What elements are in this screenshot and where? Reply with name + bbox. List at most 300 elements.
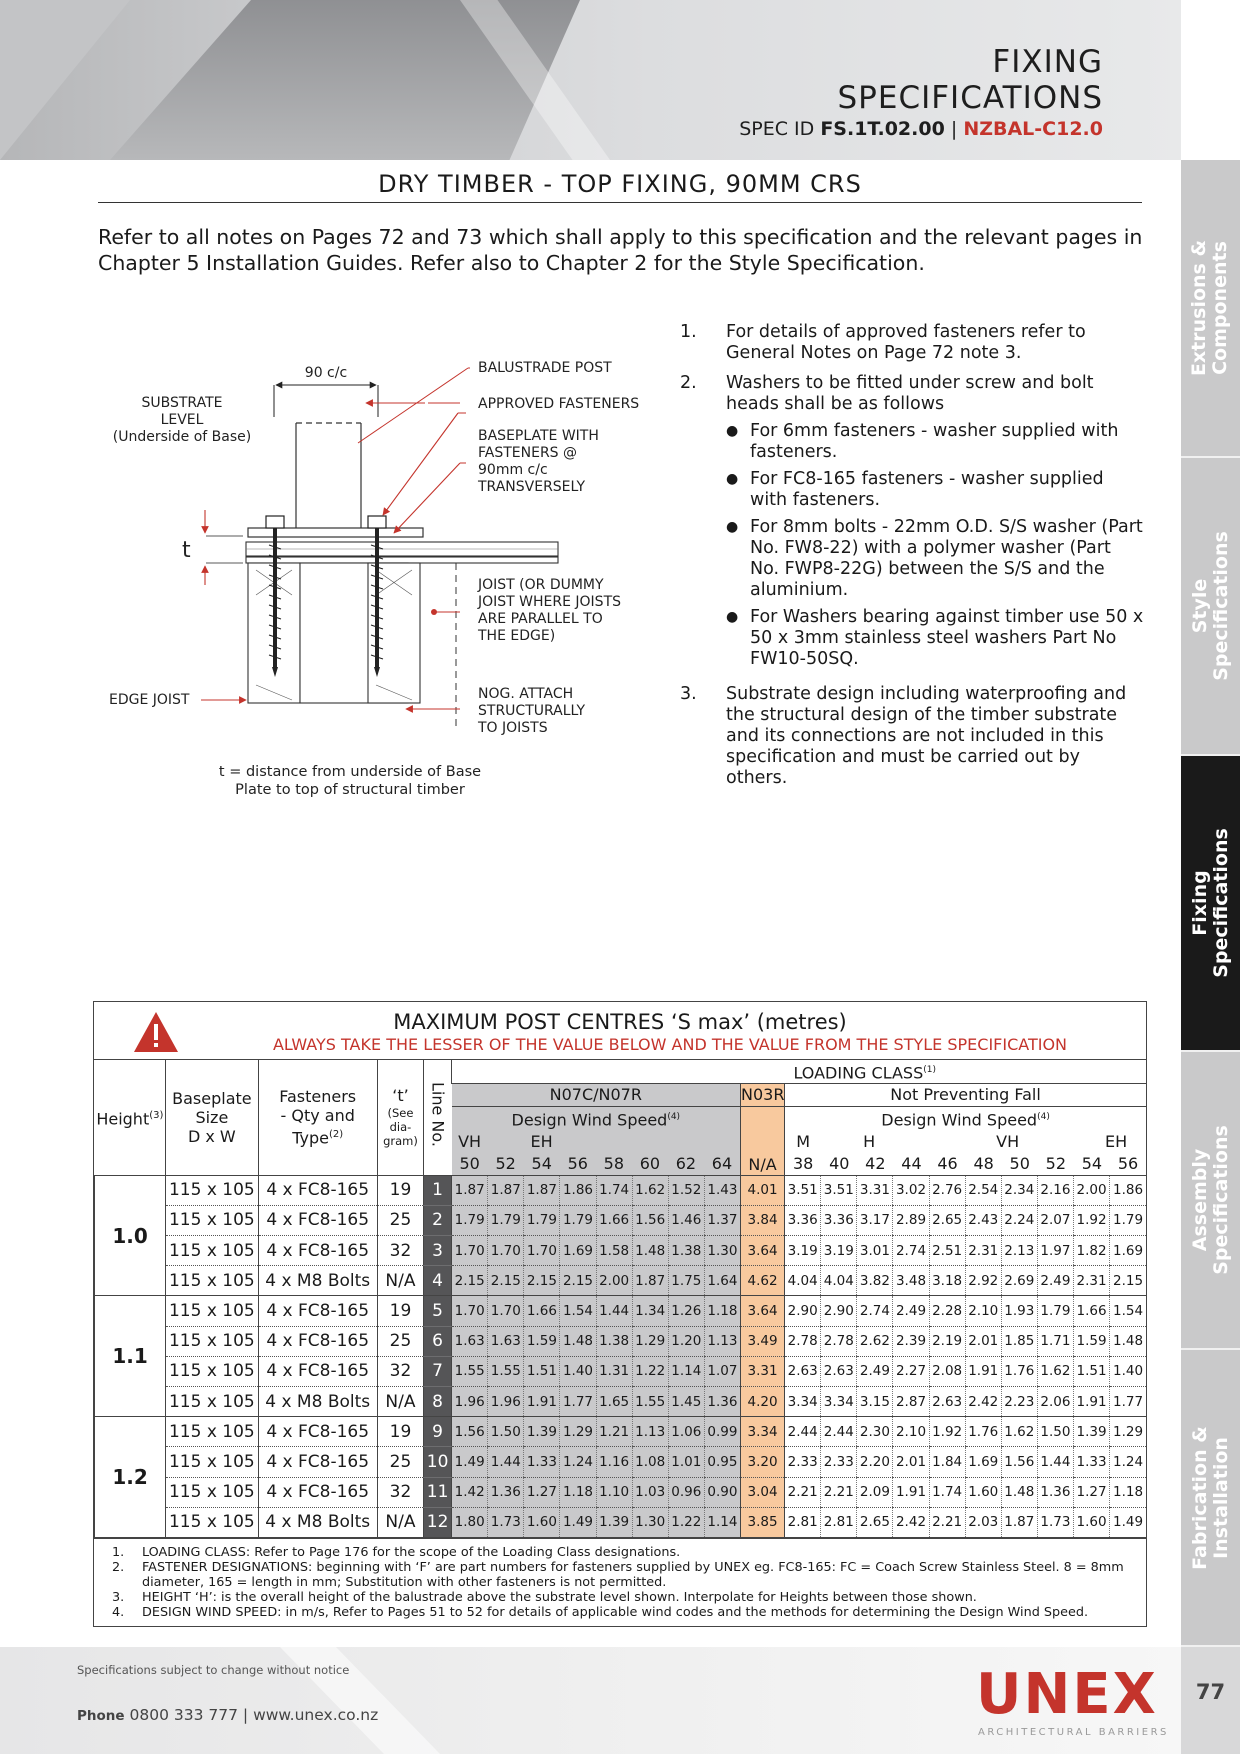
value-cell: 3.18: [929, 1266, 965, 1296]
line-number-cell: 5: [424, 1296, 452, 1326]
value-cell: 2.33: [821, 1447, 857, 1477]
baseplate-cell: 115 x 105: [166, 1326, 258, 1356]
label-substrate: SUBSTRATE: [141, 395, 223, 411]
value-cell: 2.13: [1001, 1236, 1037, 1266]
baseplate-cell: 115 x 105: [166, 1507, 258, 1537]
value-cell: 0.96: [668, 1477, 704, 1507]
label-balustrade-post: BALUSTRADE POST: [478, 360, 612, 376]
speed-value: 54: [1081, 1153, 1103, 1173]
zone-label: VH: [458, 1131, 482, 1151]
zone-label: VH: [996, 1131, 1020, 1151]
section-title: DRY TIMBER - TOP FIXING, 90MM CRS: [98, 170, 1142, 203]
col-t-sub: gram): [383, 1134, 418, 1149]
value-cell: 3.48: [893, 1266, 929, 1296]
speed-value: 46: [937, 1153, 958, 1173]
footer: [0, 1647, 1181, 1754]
phone-number[interactable]: 0800 333 777: [129, 1706, 238, 1724]
value-cell: 1.92: [1074, 1205, 1110, 1235]
value-cell: 1.70: [452, 1296, 488, 1326]
value-cell: 1.87: [632, 1266, 668, 1296]
line-number-cell: 10: [424, 1447, 452, 1477]
note-number: 1.: [680, 322, 697, 342]
bullet-icon: ●: [726, 609, 739, 625]
value-cell: 1.36: [1037, 1477, 1073, 1507]
value-cell: 1.40: [560, 1356, 596, 1386]
tab-label: Style Specifications: [1188, 531, 1232, 681]
value-cell: 1.69: [1110, 1236, 1146, 1266]
value-cell: 1.24: [560, 1447, 596, 1477]
value-cell: 3.04: [740, 1477, 784, 1507]
t-cell: 19: [377, 1296, 423, 1326]
value-cell: 1.92: [929, 1417, 965, 1447]
bullet-text: For 8mm bolts - 22mm O.D. S/S washer (Part No. FW8-22) with a polymer washer (Part No. FWP8-22G) between the S/S and the aluminium.: [750, 517, 1143, 600]
speed-value: 38: [792, 1153, 814, 1173]
spec-code: NZBAL-C12.0: [963, 118, 1103, 140]
height-cell: 1.0: [95, 1175, 166, 1296]
footnote-text: DESIGN WIND SPEED: in m/s, Refer to Pages 51 to 52 for details of applicable wind codes and the methods for determining the Design Wind Speed.: [142, 1604, 1089, 1620]
value-cell: 2.49: [857, 1356, 893, 1386]
fixing-diagram: [98, 355, 658, 805]
line-number-cell: 6: [424, 1326, 452, 1356]
loading-class-label: LOADING CLASS: [793, 1063, 924, 1083]
value-cell: 1.33: [524, 1447, 560, 1477]
value-cell: 2.42: [893, 1507, 929, 1537]
value-cell: 1.69: [560, 1236, 596, 1266]
value-cell: 1.75: [668, 1266, 704, 1296]
footnote-number: 3.: [112, 1589, 125, 1605]
value-cell: 1.77: [1110, 1386, 1146, 1416]
logo-subtitle: ARCHITECTURAL BARRIERS: [978, 1727, 1169, 1738]
value-cell: 1.63: [488, 1326, 524, 1356]
value-cell: 2.65: [857, 1507, 893, 1537]
value-cell: 1.38: [596, 1326, 632, 1356]
table-head-rows: [95, 1060, 1147, 1175]
value-cell: 4.04: [821, 1266, 857, 1296]
value-cell: 2.16: [1037, 1175, 1073, 1205]
table-row: [95, 1205, 1147, 1235]
col-height-label: Height: [96, 1108, 150, 1128]
col-baseplate-label: D x W: [187, 1126, 236, 1146]
label-nog: TO JOISTS: [478, 720, 548, 736]
speed-value: 64: [711, 1153, 733, 1173]
value-cell: 1.49: [452, 1447, 488, 1477]
line-number-cell: 7: [424, 1356, 452, 1386]
value-cell: 2.76: [929, 1175, 965, 1205]
dws-label: Design Wind Speed: [881, 1110, 1038, 1130]
value-cell: 1.13: [704, 1326, 740, 1356]
tab-style-specifications[interactable]: [1181, 458, 1240, 756]
value-cell: 1.63: [452, 1326, 488, 1356]
speeds-a-header: [452, 1131, 741, 1176]
value-cell: 3.19: [785, 1236, 821, 1266]
page-title: [837, 44, 1103, 116]
table-row: [95, 1266, 1147, 1296]
bullet-icon: ●: [726, 423, 739, 439]
line-number-cell: 11: [424, 1477, 452, 1507]
table-header: [94, 1002, 1146, 1060]
table-title: MAXIMUM POST CENTRES ‘S max’ (metres): [393, 1010, 847, 1034]
value-cell: 2.15: [560, 1266, 596, 1296]
value-cell: 1.22: [632, 1356, 668, 1386]
value-cell: 2.69: [1001, 1266, 1037, 1296]
note-number: 3.: [680, 684, 697, 704]
value-cell: 3.01: [857, 1236, 893, 1266]
t-cell: 32: [377, 1477, 423, 1507]
value-cell: 1.58: [596, 1236, 632, 1266]
col-t-sub: dia-: [389, 1120, 412, 1135]
baseplate-cell: 115 x 105: [166, 1477, 258, 1507]
website-link[interactable]: www.unex.co.nz: [253, 1706, 379, 1724]
value-cell: 1.55: [632, 1386, 668, 1416]
value-cell: 2.23: [1001, 1386, 1037, 1416]
value-cell: 2.03: [965, 1507, 1001, 1537]
baseplate-cell: 115 x 105: [166, 1266, 258, 1296]
value-cell: 1.39: [596, 1507, 632, 1537]
label-baseplate: 90mm c/c: [478, 462, 548, 478]
value-cell: 1.46: [668, 1205, 704, 1235]
t-cell: 32: [377, 1356, 423, 1386]
col-height-header: [95, 1060, 166, 1175]
note-bullet: [726, 607, 1144, 670]
value-cell: 1.29: [632, 1326, 668, 1356]
tab-label: Extrusions & Components: [1188, 239, 1232, 377]
fasteners-cell: 4 x M8 Bolts: [258, 1386, 377, 1416]
speed-value: 54: [531, 1153, 552, 1173]
value-cell: 1.34: [632, 1296, 668, 1326]
spec-table: [94, 1060, 1146, 1538]
value-cell: 2.15: [488, 1266, 524, 1296]
value-cell: 4.01: [740, 1175, 784, 1205]
line-number-cell: 12: [424, 1507, 452, 1537]
value-cell: 3.34: [785, 1386, 821, 1416]
fasteners-cell: 4 x FC8-165: [258, 1356, 377, 1386]
value-cell: 1.06: [668, 1417, 704, 1447]
tab-extrusions-components[interactable]: [1181, 160, 1240, 458]
table-row: [95, 1236, 1147, 1266]
speed-value: 60: [639, 1153, 661, 1173]
contact-separator: |: [242, 1706, 249, 1724]
value-cell: 1.48: [560, 1326, 596, 1356]
dws-sup: (4): [667, 1112, 681, 1123]
value-cell: 1.18: [560, 1477, 596, 1507]
value-cell: 2.07: [1037, 1205, 1073, 1235]
table-row: [95, 1447, 1147, 1477]
value-cell: 1.79: [1110, 1205, 1146, 1235]
value-cell: 1.56: [1001, 1447, 1037, 1477]
label-approved-fasteners: APPROVED FASTENERS: [478, 396, 640, 412]
value-cell: 1.59: [1074, 1326, 1110, 1356]
fasteners-cell: 4 x FC8-165: [258, 1477, 377, 1507]
value-cell: 1.87: [488, 1175, 524, 1205]
table-row: [95, 1477, 1147, 1507]
table-row: [95, 1296, 1147, 1326]
baseplate-cell: 115 x 105: [166, 1205, 258, 1235]
value-cell: 1.77: [560, 1386, 596, 1416]
value-cell: 2.89: [893, 1205, 929, 1235]
leader-line: [358, 368, 468, 443]
col-t-label: ‘t’: [392, 1086, 409, 1106]
value-cell: 2.21: [929, 1507, 965, 1537]
value-cell: 1.38: [668, 1236, 704, 1266]
bullet-icon: ●: [726, 519, 739, 535]
value-cell: 3.49: [740, 1326, 784, 1356]
col-baseplate-label: Baseplate: [172, 1088, 252, 1108]
dws-sup: (4): [1037, 1112, 1050, 1123]
leader-arrow: [383, 413, 458, 515]
label-joist: JOIST (OR DUMMY: [478, 577, 604, 593]
dws-header-a: [452, 1107, 741, 1131]
value-cell: 2.51: [929, 1236, 965, 1266]
note-item: [680, 684, 1144, 789]
value-cell: 3.34: [821, 1386, 857, 1416]
value-cell: 1.37: [704, 1205, 740, 1235]
value-cell: 1.65: [596, 1386, 632, 1416]
value-cell: 1.97: [1037, 1236, 1073, 1266]
spec-id-value: FS.1T.02.00: [820, 118, 945, 140]
value-cell: 1.51: [524, 1356, 560, 1386]
value-cell: 1.79: [488, 1205, 524, 1235]
value-cell: 1.76: [965, 1417, 1001, 1447]
line-number-cell: 4: [424, 1266, 452, 1296]
table-row: [95, 1417, 1147, 1447]
value-cell: 1.36: [704, 1386, 740, 1416]
value-cell: 1.26: [668, 1296, 704, 1326]
value-cell: 1.55: [452, 1356, 488, 1386]
page-number: 77: [1195, 1680, 1226, 1704]
value-cell: 1.64: [704, 1266, 740, 1296]
t-cell: 19: [377, 1417, 423, 1447]
note-number: 2.: [680, 373, 697, 393]
value-cell: 1.66: [524, 1296, 560, 1326]
value-cell: 1.50: [488, 1417, 524, 1447]
speed-value: 40: [829, 1153, 850, 1173]
t-cell: 32: [377, 1236, 423, 1266]
value-cell: 0.90: [704, 1477, 740, 1507]
value-cell: 3.31: [857, 1175, 893, 1205]
value-cell: 1.27: [524, 1477, 560, 1507]
speed-value: 52: [1045, 1153, 1066, 1173]
table-warning: ALWAYS TAKE THE LESSER OF THE VALUE BELOW AND THE VALUE FROM THE STYLE SPECIFICATION: [272, 1035, 1068, 1054]
note-text: Substrate design including waterproofing and the structural design of the timber substrate and its connections are not included in this specification and must be carried out by others.: [726, 684, 1127, 788]
tab-fabrication-installation[interactable]: [1181, 1350, 1240, 1647]
value-cell: 1.24: [1110, 1447, 1146, 1477]
table-footnotes: [94, 1538, 1146, 1626]
note-item: [680, 322, 1144, 364]
tab-assembly-specifications[interactable]: [1181, 1052, 1240, 1350]
value-cell: 1.96: [452, 1386, 488, 1416]
value-cell: 1.70: [488, 1236, 524, 1266]
value-cell: 1.60: [1074, 1507, 1110, 1537]
value-cell: 2.81: [821, 1507, 857, 1537]
label-nog: NOG. ATTACH: [478, 686, 574, 702]
label-baseplate: FASTENERS @: [478, 445, 578, 461]
label-baseplate: TRANSVERSELY: [478, 479, 586, 495]
fasteners-cell: 4 x M8 Bolts: [258, 1507, 377, 1537]
tab-fixing-specifications[interactable]: [1181, 756, 1240, 1052]
speeds-c: [785, 1153, 1146, 1175]
value-cell: 1.29: [560, 1417, 596, 1447]
zone-label: H: [863, 1131, 876, 1151]
value-cell: 1.42: [452, 1477, 488, 1507]
value-cell: 1.13: [632, 1417, 668, 1447]
speed-value: 62: [675, 1153, 697, 1173]
t-label: t: [182, 538, 191, 563]
value-cell: 3.17: [857, 1205, 893, 1235]
value-cell: 1.49: [560, 1507, 596, 1537]
value-cell: 1.70: [488, 1296, 524, 1326]
value-cell: 1.84: [929, 1447, 965, 1477]
group-c-header: Not Preventing Fall: [785, 1084, 1146, 1107]
value-cell: 1.10: [596, 1477, 632, 1507]
footnote-number: 1.: [112, 1544, 125, 1560]
side-tab-spacer: [1181, 0, 1240, 160]
spec-id-label: SPEC ID: [739, 118, 815, 140]
value-cell: 2.27: [893, 1356, 929, 1386]
value-cell: 1.36: [488, 1477, 524, 1507]
value-cell: 1.39: [1074, 1417, 1110, 1447]
value-cell: 2.90: [785, 1296, 821, 1326]
value-cell: 1.91: [524, 1386, 560, 1416]
value-cell: 1.69: [965, 1447, 1001, 1477]
value-cell: 1.44: [488, 1447, 524, 1477]
col-fasteners-header: [258, 1060, 377, 1175]
value-cell: 1.49: [1110, 1507, 1146, 1537]
value-cell: 1.14: [704, 1507, 740, 1537]
value-cell: 1.54: [560, 1296, 596, 1326]
t-cell: 25: [377, 1205, 423, 1235]
spec-id: [739, 118, 1103, 140]
value-cell: 1.21: [596, 1417, 632, 1447]
value-cell: 2.74: [857, 1296, 893, 1326]
value-cell: 4.04: [785, 1266, 821, 1296]
fasteners-cell: 4 x FC8-165: [258, 1326, 377, 1356]
value-cell: 2.78: [821, 1326, 857, 1356]
value-cell: 3.51: [821, 1175, 857, 1205]
fasteners-cell: 4 x FC8-165: [258, 1175, 377, 1205]
line-number-cell: 1: [424, 1175, 452, 1205]
value-cell: 2.30: [857, 1417, 893, 1447]
baseplate-cell: 115 x 105: [166, 1356, 258, 1386]
line-number-cell: 3: [424, 1236, 452, 1266]
value-cell: 1.51: [1074, 1356, 1110, 1386]
value-cell: 1.01: [668, 1447, 704, 1477]
post-centres-table: [93, 1001, 1147, 1627]
value-cell: 2.62: [857, 1326, 893, 1356]
speed-b: N/A: [740, 1107, 784, 1175]
note-bullet: [726, 421, 1144, 463]
value-cell: 1.16: [596, 1447, 632, 1477]
footnote: [112, 1605, 1136, 1620]
table-row: [95, 1386, 1147, 1416]
value-cell: 1.07: [704, 1356, 740, 1386]
value-cell: 2.31: [965, 1236, 1001, 1266]
bullet-icon: ●: [726, 471, 739, 487]
value-cell: 2.06: [1037, 1386, 1073, 1416]
value-cell: 2.44: [821, 1417, 857, 1447]
value-cell: 1.91: [893, 1477, 929, 1507]
value-cell: 1.54: [1110, 1296, 1146, 1326]
value-cell: 2.74: [893, 1236, 929, 1266]
unex-logo: [976, 1662, 1169, 1738]
value-cell: 1.66: [596, 1205, 632, 1235]
footnote-number: 2.: [112, 1559, 125, 1575]
zone-label: EH: [530, 1131, 553, 1151]
value-cell: 2.78: [785, 1326, 821, 1356]
dws-label: Design Wind Speed: [511, 1110, 668, 1130]
value-cell: 1.56: [452, 1417, 488, 1447]
table-row: [95, 1507, 1147, 1537]
value-cell: 1.87: [452, 1175, 488, 1205]
note-text: Washers to be fitted under screw and bolt heads shall be as follows: [726, 373, 1094, 414]
value-cell: 1.79: [524, 1205, 560, 1235]
speeds-a: [452, 1153, 740, 1175]
value-cell: 1.87: [524, 1175, 560, 1205]
note-text: For details of approved fasteners refer to General Notes on Page 72 note 3.: [726, 322, 1086, 363]
group-a-header: N07C/N07R: [452, 1084, 741, 1107]
footnote-number: 4.: [112, 1604, 125, 1620]
value-cell: 2.42: [965, 1386, 1001, 1416]
leader-arrow: [394, 463, 460, 533]
height-cell: 1.2: [95, 1417, 166, 1538]
value-cell: 3.84: [740, 1205, 784, 1235]
zones-c: [785, 1131, 1146, 1153]
value-cell: 1.56: [632, 1205, 668, 1235]
value-cell: 1.80: [452, 1507, 488, 1537]
zone-label: M: [796, 1131, 811, 1151]
footnote: [112, 1590, 1136, 1605]
value-cell: 1.74: [596, 1175, 632, 1205]
value-cell: 2.28: [929, 1296, 965, 1326]
footnote-text: HEIGHT ‘H’: is the overall height of the balustrade above the substrate level shown. Interpolate for Heights between those shown.: [142, 1589, 977, 1605]
dws-header-c: [785, 1107, 1146, 1131]
value-cell: 1.30: [704, 1236, 740, 1266]
logo-text: UNEX: [976, 1662, 1158, 1727]
value-cell: 1.48: [632, 1236, 668, 1266]
value-cell: 2.34: [1001, 1175, 1037, 1205]
intro-text: Refer to all notes on Pages 72 and 73 which shall apply to this specification and the relevant pages in Chapter 5 Installation Guides. Refer also to Chapter 2 for the Style Specification.: [98, 225, 1143, 275]
value-cell: 1.87: [1001, 1507, 1037, 1537]
value-cell: 3.15: [857, 1386, 893, 1416]
value-cell: 2.19: [929, 1326, 965, 1356]
value-cell: 2.00: [1074, 1175, 1110, 1205]
value-cell: 3.34: [740, 1417, 784, 1447]
value-cell: 2.31: [1074, 1266, 1110, 1296]
height-cell: 1.1: [95, 1296, 166, 1417]
value-cell: 2.49: [893, 1296, 929, 1326]
value-cell: 1.62: [632, 1175, 668, 1205]
value-cell: 2.44: [785, 1417, 821, 1447]
value-cell: 2.39: [893, 1326, 929, 1356]
value-cell: 1.62: [1001, 1417, 1037, 1447]
label-substrate: (Underside of Base): [112, 429, 252, 445]
value-cell: 1.79: [1037, 1296, 1073, 1326]
value-cell: 1.33: [1074, 1447, 1110, 1477]
fasteners-cell: 4 x FC8-165: [258, 1236, 377, 1266]
speed-value: 58: [603, 1153, 624, 1173]
decking-lower: [246, 557, 558, 563]
value-cell: 1.74: [929, 1477, 965, 1507]
value-cell: 1.50: [1037, 1417, 1073, 1447]
col-fasteners-sup: (2): [328, 1129, 344, 1141]
footnote-text: FASTENER DESIGNATIONS: beginning with ‘F’ are part numbers for fasteners supplied by UNEX eg. FC8-165: FC = Coach Screw Stainless Steel. 8 = 8mm diameter, 165 = length in mm; Substitution with other fasteners is not permitted.: [142, 1559, 1124, 1590]
value-cell: 3.31: [740, 1356, 784, 1386]
value-cell: 1.79: [560, 1205, 596, 1235]
value-cell: 1.29: [1110, 1417, 1146, 1447]
value-cell: 1.27: [1074, 1477, 1110, 1507]
value-cell: 2.92: [965, 1266, 1001, 1296]
value-cell: 2.90: [821, 1296, 857, 1326]
dim-label: 90 c/c: [304, 365, 348, 381]
